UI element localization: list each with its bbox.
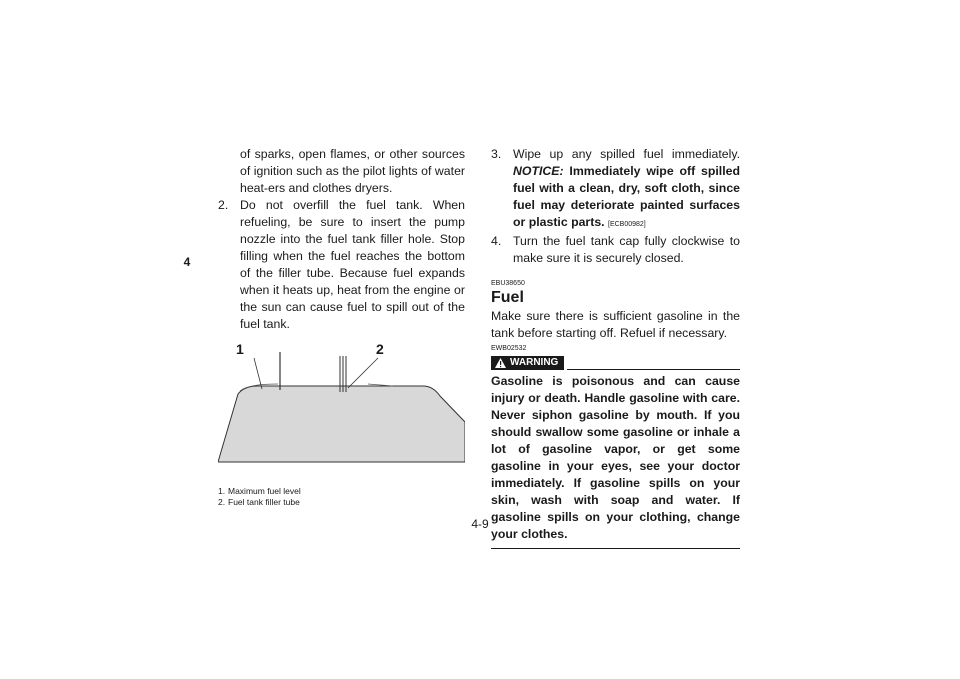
caption-number: 2. (218, 497, 226, 507)
callout-2: 2 (376, 341, 384, 357)
list-text: Turn the fuel tank cap fully clockwise to make sure it is securely closed. (513, 234, 740, 265)
warning-label: WARNING (510, 356, 559, 368)
callout-1: 1 (236, 341, 244, 357)
warning-badge (491, 356, 564, 370)
page-number: 4-9 (471, 517, 489, 531)
warning-rule (567, 355, 740, 370)
fuel-tank-drawing (218, 344, 465, 474)
list-item-3 (491, 146, 740, 233)
warning-code: EWB02532 (491, 345, 527, 352)
warning-triangle-icon (494, 357, 507, 369)
caption-item (218, 486, 465, 497)
list-item-2 (218, 197, 465, 333)
list-number: 3. (491, 147, 502, 161)
warning-header (491, 355, 740, 370)
notice-label: NOTICE: (513, 164, 564, 178)
list-number: 4. (491, 234, 502, 248)
caption-text: Maximum fuel level (228, 486, 301, 496)
notice-code: [ECB00982] (608, 221, 646, 228)
fuel-tank-illustration (218, 341, 465, 474)
left-column (218, 146, 465, 508)
item3-text: Wipe up any spilled fuel immediately. (513, 147, 740, 161)
section-code: EBU38650 (491, 280, 525, 287)
list-text: Do not overfill the fuel tank. When refueling, be sure to insert the pump nozzle into the fuel tank filler hole. Stop filling when the fuel reaches the bottom of the filler tube. Because fuel expands when it heats up, heat from the engine or the sun can cause fuel to spill out of the fuel tank. (240, 198, 465, 331)
warning-text: Gasoline is poisonous and can cause injury or death. Handle gasoline with care. Never siphon gasoline by mouth. If you should swallow some gasoline or inhale a lot of gasoline vapor, or get some gasoline in your eyes, see your doctor immediately. If gasoline spills on your skin, wash with soap and water. If gasoline spills on your clothing, change your clothes. (491, 374, 740, 541)
caption-text: Fuel tank filler tube (228, 497, 300, 507)
figure-caption (218, 486, 465, 508)
caption-number: 1. (218, 486, 226, 496)
right-column (491, 146, 740, 549)
caption-item (218, 497, 465, 508)
list-text (513, 146, 740, 233)
notice-text: Immediately wipe off spilled fuel with a clean, dry, soft cloth, since fuel may deteriorate painted surfaces or plastic parts. (513, 164, 740, 229)
chapter-tab: 4 (183, 255, 191, 269)
list-number: 2. (218, 198, 229, 212)
warning-end-rule (491, 548, 740, 549)
section-text: Make sure there is sufficient gasoline in the tank before starting off. Refuel if necessary. (491, 309, 740, 340)
continuation-text: of sparks, open flames, or other sources of ignition such as the pilot lights of water heat-ers and clothes dryers. (240, 147, 465, 195)
list-item-4 (491, 233, 740, 267)
section-title: Fuel (491, 289, 524, 306)
